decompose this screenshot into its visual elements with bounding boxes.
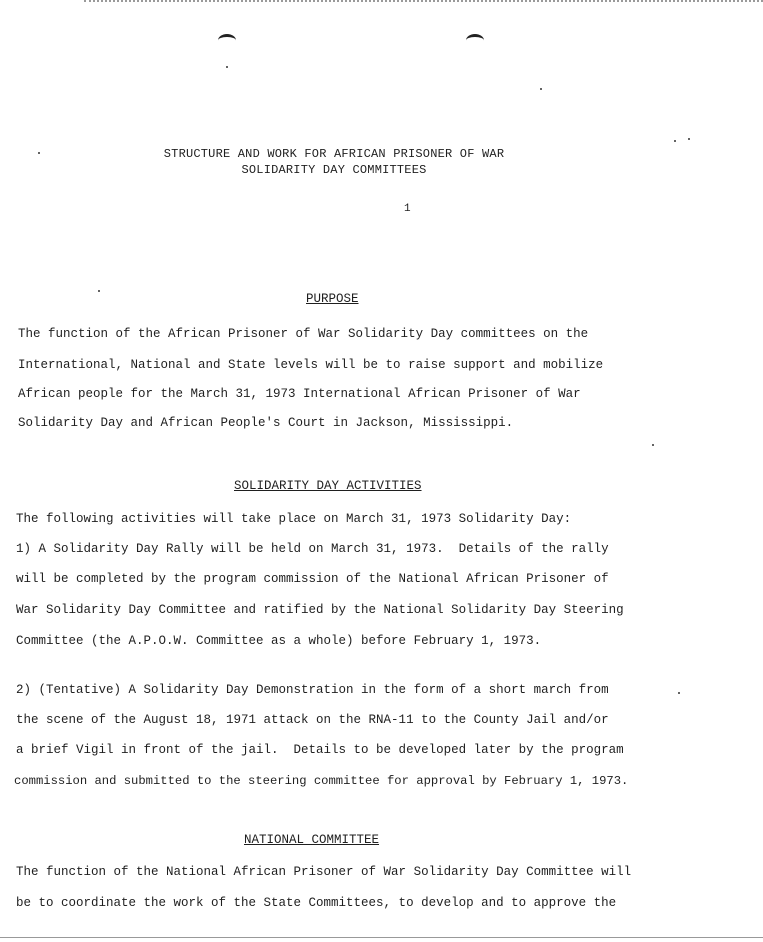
national-line: be to coordinate the work of the State Committees, to develop and to approve the [16,896,617,910]
activity-item-2-line: commission and submitted to the steering committee for approval by February 1, 1973. [14,774,629,788]
speck [688,138,690,140]
activity-item-1-line: 1) A Solidarity Day Rally will be held on March 31, 1973. Details of the rally [16,542,609,556]
activity-item-1-line: War Solidarity Day Committee and ratified by the National Solidarity Day Steering [16,603,624,617]
activity-item-1-line: will be completed by the program commission of the National African Prisoner of [16,572,609,586]
section-heading-activities: SOLIDARITY DAY ACTIVITIES [234,479,422,493]
speck [678,692,680,694]
speck [674,140,676,142]
top-dotted-border [84,0,763,2]
speck [540,88,542,90]
purpose-line: International, National and State levels will be to raise support and mobilize [18,358,604,372]
page-number: 1 [404,203,411,215]
bottom-scan-edge [0,937,763,938]
document-title-line-1: STRUCTURE AND WORK FOR AFRICAN PRISONER OF WAR [163,147,505,161]
purpose-line: Solidarity Day and African People's Court in Jackson, Mississippi. [18,416,514,430]
activity-item-2-line: the scene of the August 18, 1971 attack on the RNA-11 to the County Jail and/or [16,713,609,727]
activity-item-2-line: a brief Vigil in front of the jail. Details to be developed later by the program [16,743,624,757]
section-heading-national: NATIONAL COMMITTEE [244,833,380,847]
purpose-line: African people for the March 31, 1973 International African Prisoner of War [18,387,581,401]
scan-mark-left [218,34,236,47]
speck [652,444,654,446]
section-heading-purpose: PURPOSE [306,292,359,306]
purpose-line: The function of the African Prisoner of War Solidarity Day committees on the [18,327,589,341]
activities-intro: The following activities will take place on March 31, 1973 Solidarity Day: [16,512,572,526]
document-title-line-2: SOLIDARITY DAY COMMITTEES [241,163,427,177]
scan-mark-right [466,34,484,47]
activity-item-1-line: Committee (the A.P.O.W. Committee as a whole) before February 1, 1973. [16,634,542,648]
speck [226,66,228,68]
national-line: The function of the National African Prisoner of War Solidarity Day Committee will [16,865,632,879]
speck [98,290,100,292]
activity-item-2-line: 2) (Tentative) A Solidarity Day Demonstration in the form of a short march from [16,683,609,697]
